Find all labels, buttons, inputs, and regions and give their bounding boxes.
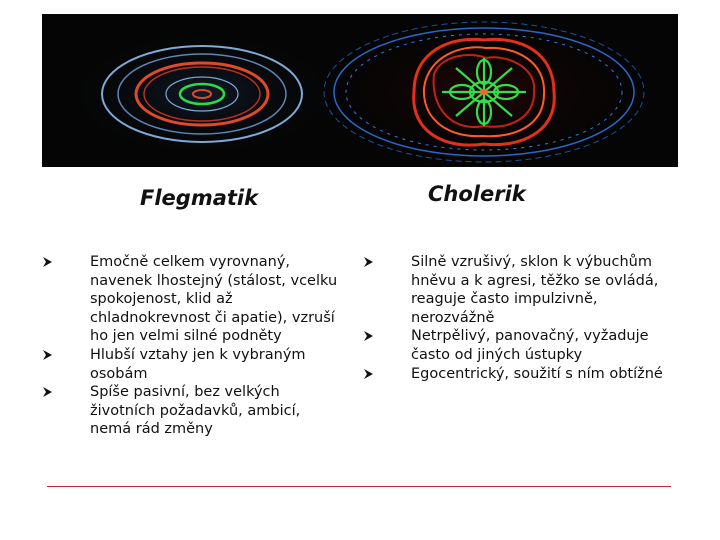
arrowhead-bullet-icon bbox=[363, 330, 374, 342]
arrowhead-bullet-icon bbox=[42, 349, 53, 361]
list-item bbox=[42, 346, 342, 383]
list-item bbox=[42, 253, 342, 346]
cholerik-bullet-list bbox=[363, 253, 683, 383]
flegmatik-bullet-text: Hlubší vztahy jen k vybraným osobám bbox=[90, 346, 306, 382]
phlegmatic-rings bbox=[52, 24, 352, 164]
bottom-divider-line bbox=[47, 486, 671, 487]
cholerik-bullet-text: Egocentrický, soužití s ním obtížné bbox=[411, 365, 663, 382]
arrowhead-bullet-icon bbox=[363, 256, 374, 268]
cholerik-bullet-text: Silně vzrušivý, sklon k výbuchům hněvu a k agresi, těžko se ovládá, reaguje často impulzivně, nerozvážně bbox=[411, 254, 659, 326]
cholerik-heading: Cholerik bbox=[428, 182, 526, 206]
flegmatik-heading: Flegmatik bbox=[140, 186, 259, 210]
arrowhead-bullet-icon bbox=[42, 386, 53, 398]
flegmatik-bullet-text: Spíše pasivní, bez velkých životních požadavků, ambicí, nemá rád změny bbox=[90, 384, 301, 438]
list-item bbox=[42, 383, 342, 439]
energy-rings-image bbox=[42, 14, 678, 167]
flegmatik-bullet-text: Emočně celkem vyrovnaný, navenek lhostejný (stálost, vcelku spokojenost, klid až chladnokrevnost či apatie), vzruší ho jen velmi silné podněty bbox=[90, 254, 338, 345]
cholerik-bullet-text: Netrpělivý, panovačný, vyžaduje často od jiných ústupky bbox=[411, 328, 649, 363]
energy-rings-illustration bbox=[42, 14, 678, 167]
flegmatik-bullet-list bbox=[42, 253, 342, 439]
choleric-burst bbox=[314, 17, 654, 167]
list-item bbox=[363, 253, 683, 327]
arrowhead-bullet-icon bbox=[42, 256, 53, 268]
arrowhead-bullet-icon bbox=[363, 368, 374, 380]
list-item bbox=[363, 327, 683, 364]
list-item bbox=[363, 365, 683, 384]
